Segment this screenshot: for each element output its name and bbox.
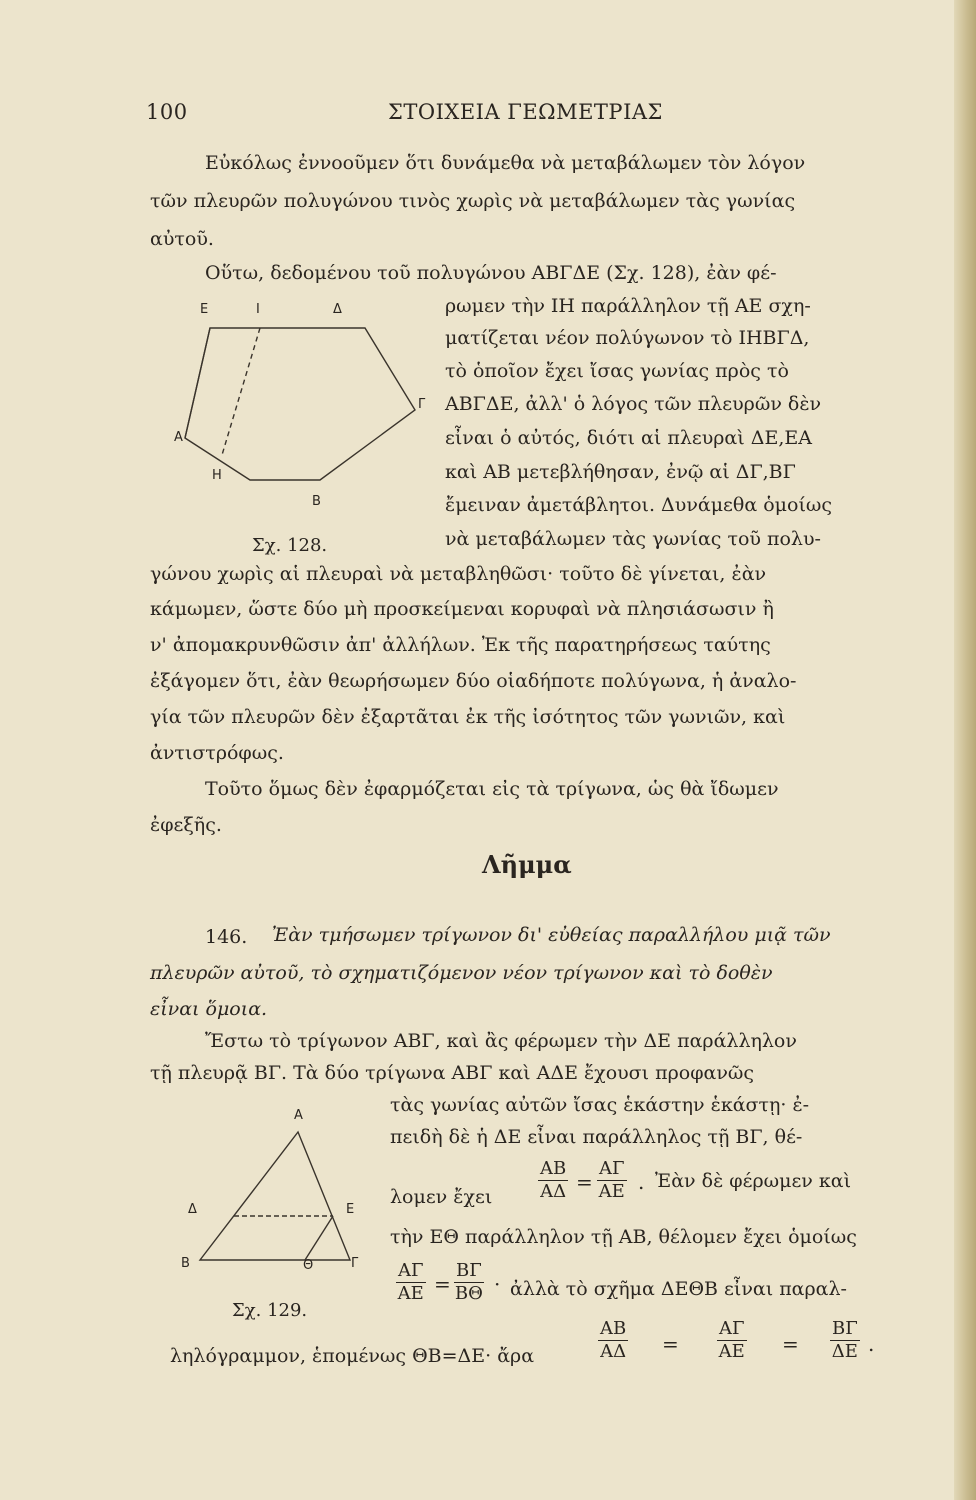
equals-sign: = bbox=[576, 1170, 593, 1194]
fraction bbox=[538, 1158, 568, 1203]
fraction-denominator: ΑΔ bbox=[600, 1341, 627, 1362]
fraction-denominator: ΔΕ bbox=[831, 1341, 858, 1362]
text-line: αὐτοῦ. bbox=[150, 228, 214, 250]
equals-sign: = bbox=[782, 1332, 799, 1356]
fraction-denominator: ΑΕ bbox=[718, 1341, 745, 1362]
lemma-number: 146. bbox=[205, 926, 248, 948]
fig129-label-delta: Δ bbox=[188, 1202, 197, 1217]
triangle-abg bbox=[200, 1132, 350, 1260]
figure-128-caption: Σχ. 128. bbox=[252, 535, 328, 556]
fraction-numerator: ΑΓ bbox=[398, 1260, 424, 1281]
text-line: ἐξάγομεν ὅτι, ἐὰν θεωρήσωμεν δύο οἱαδήποτε πολύγωνα, ἡ ἀναλο- bbox=[150, 670, 797, 692]
fraction bbox=[396, 1260, 426, 1305]
text-line: τὸ ὁποῖον ἔχει ἴσας γωνίας πρὸς τὸ bbox=[445, 360, 789, 382]
line-ih bbox=[222, 328, 260, 455]
text-line: ΑΒΓΔΕ, ἀλλ' ὁ λόγος τῶν πλευρῶν δὲν bbox=[445, 393, 822, 415]
text-line: Οὕτω, δεδομένου τοῦ πολυγώνου ΑΒΓΔΕ (Σχ. 128), ἐὰν φέ- bbox=[205, 262, 777, 284]
text-line: τὴν ΕΘ παράλληλον τῇ ΑΒ, θέλομεν ἔχει ὁμοίως bbox=[390, 1226, 857, 1248]
fig128-label-a: A bbox=[174, 430, 183, 445]
lemma-line: πλευρῶν αὐτοῦ, τὸ σχηματιζόμενον νέον τρίγωνον καὶ τὸ δοθὲν bbox=[150, 962, 773, 984]
fraction-denominator: ΑΕ bbox=[397, 1283, 424, 1304]
text-line: ἀλλὰ τὸ σχῆμα ΔΕΘΒ εἶναι παραλ- bbox=[510, 1278, 847, 1300]
text-line: Εὐκόλως ἐννοοῦμεν ὅτι δυνάμεθα νὰ μεταβάλωμεν τὸν λόγον bbox=[205, 152, 806, 174]
fig128-label-delta: Δ bbox=[333, 302, 342, 317]
figure-129-caption: Σχ. 129. bbox=[232, 1300, 308, 1321]
text-line: τὰς γωνίας αὐτῶν ἴσας ἑκάστην ἑκάστῃ· ἐ- bbox=[390, 1094, 810, 1116]
page-edge bbox=[954, 0, 976, 1500]
page-number: 100 bbox=[146, 100, 188, 124]
fraction-denominator: ΑΕ bbox=[598, 1181, 625, 1202]
text-line: ἐφεξῆς. bbox=[150, 814, 222, 836]
polygon-abgde bbox=[185, 328, 415, 480]
text-line: ματίζεται νέον πολύγωνον τὸ ΙΗΒΓΔ, bbox=[445, 327, 810, 349]
lemma-line: Ἐὰν τμήσωμεν τρίγωνον δι' εὐθείας παραλλήλου μιᾷ τῶν bbox=[272, 924, 831, 946]
fig128-label-e: E bbox=[200, 302, 209, 317]
text-line: Ἔστω τὸ τρίγωνον ΑΒΓ, καὶ ἂς φέρωμεν τὴν ΔΕ παράλληλον bbox=[205, 1030, 797, 1052]
punctuation: . bbox=[868, 1332, 875, 1356]
line-eth bbox=[305, 1216, 333, 1260]
section-heading: Λῆμμα bbox=[482, 850, 572, 879]
fraction bbox=[717, 1318, 747, 1363]
lemma-line: εἶναι ὅμοια. bbox=[150, 998, 268, 1020]
fraction-numerator: ΑΓ bbox=[719, 1318, 745, 1339]
fraction-numerator: ΑΒ bbox=[540, 1158, 567, 1179]
figure-129-triangle bbox=[190, 1110, 390, 1280]
equals-sign: = bbox=[434, 1272, 451, 1296]
text-line: τῇ πλευρᾷ ΒΓ. Τὰ δύο τρίγωνα ΑΒΓ καὶ ΑΔΕ ἔχουσι προφανῶς bbox=[150, 1062, 755, 1084]
fig129-label-e: E bbox=[346, 1202, 355, 1217]
text-line: καὶ ΑΒ μετεβλήθησαν, ἐνῷ αἱ ΔΓ,ΒΓ bbox=[445, 461, 796, 483]
text-line: ληλόγραμμον, ἑπομένως ΘΒ=ΔΕ· ἄρα bbox=[170, 1345, 535, 1367]
fraction-numerator: ΑΒ bbox=[600, 1318, 627, 1339]
text-line: ἔμειναν ἀμετάβλητοι. Δυνάμεθα ὁμοίως bbox=[445, 494, 833, 516]
punctuation: . bbox=[638, 1170, 645, 1194]
text-line: κάμωμεν, ὥστε δύο μὴ προσκείμεναι κορυφαὶ νὰ πλησιάσωσιν ἢ bbox=[150, 598, 774, 620]
text-line: ν' ἀπομακρυνθῶσιν ἀπ' ἀλλήλων. Ἐκ τῆς παρατηρήσεως ταύτης bbox=[150, 634, 771, 656]
fraction-denominator: ΑΔ bbox=[540, 1181, 567, 1202]
figure-128-polygon bbox=[160, 300, 440, 520]
fraction-numerator: ΒΓ bbox=[456, 1260, 482, 1281]
text-line: Τοῦτο ὅμως δὲν ἐφαρμόζεται εἰς τὰ τρίγωνα, ὡς θὰ ἴδωμεν bbox=[205, 778, 779, 800]
fraction-denominator: ΒΘ bbox=[454, 1283, 483, 1304]
fig128-label-b: B bbox=[312, 494, 321, 509]
text-line: εἶναι ὁ αὐτός, διότι αἱ πλευραὶ ΔΕ,ΕΑ bbox=[445, 427, 812, 449]
text-line: γία τῶν πλευρῶν δὲν ἐξαρτᾶται ἐκ τῆς ἰσότητος τῶν γωνιῶν, καὶ bbox=[150, 706, 786, 728]
fraction-numerator: ΒΓ bbox=[832, 1318, 858, 1339]
text-line: ἀντιστρόφως. bbox=[150, 742, 284, 764]
text-line: γώνου χωρὶς αἱ πλευραὶ νὰ μεταβληθῶσι· τοῦτο δὲ γίνεται, ἐὰν bbox=[150, 563, 767, 585]
fraction bbox=[598, 1318, 628, 1363]
fraction-numerator: ΑΓ bbox=[599, 1158, 625, 1179]
fraction bbox=[454, 1260, 484, 1305]
text-line: λομεν ἔχει bbox=[390, 1186, 493, 1208]
fig128-label-gamma: Γ bbox=[418, 397, 426, 412]
fig129-label-b: B bbox=[181, 1256, 190, 1271]
punctuation: · bbox=[494, 1272, 501, 1296]
text-line: πειδὴ δὲ ἡ ΔΕ εἶναι παράλληλος τῇ ΒΓ, θέ- bbox=[390, 1126, 803, 1148]
fig129-label-gamma: Γ bbox=[351, 1256, 359, 1271]
side-ea bbox=[185, 328, 210, 438]
fraction bbox=[830, 1318, 860, 1363]
fig129-label-a: A bbox=[294, 1108, 303, 1123]
fig128-label-i: I bbox=[256, 302, 260, 317]
fraction bbox=[597, 1158, 627, 1203]
running-header: ΣΤΟΙΧΕΙΑ ΓΕΩΜΕΤΡΙΑΣ bbox=[388, 100, 663, 124]
text-line: Ἐὰν δὲ φέρωμεν καὶ bbox=[655, 1170, 852, 1192]
equals-sign: = bbox=[662, 1332, 679, 1356]
text-line: νὰ μεταβάλωμεν τὰς γωνίας τοῦ πολυ- bbox=[445, 528, 821, 550]
text-line: ρωμεν τὴν ΙΗ παράλληλον τῇ ΑΕ σχη- bbox=[445, 295, 811, 317]
fig128-label-h: H bbox=[212, 468, 222, 483]
text-line: τῶν πλευρῶν πολυγώνου τινὸς χωρὶς νὰ μεταβάλωμεν τὰς γωνίας bbox=[150, 190, 796, 212]
fig129-label-theta: Θ bbox=[303, 1258, 314, 1273]
